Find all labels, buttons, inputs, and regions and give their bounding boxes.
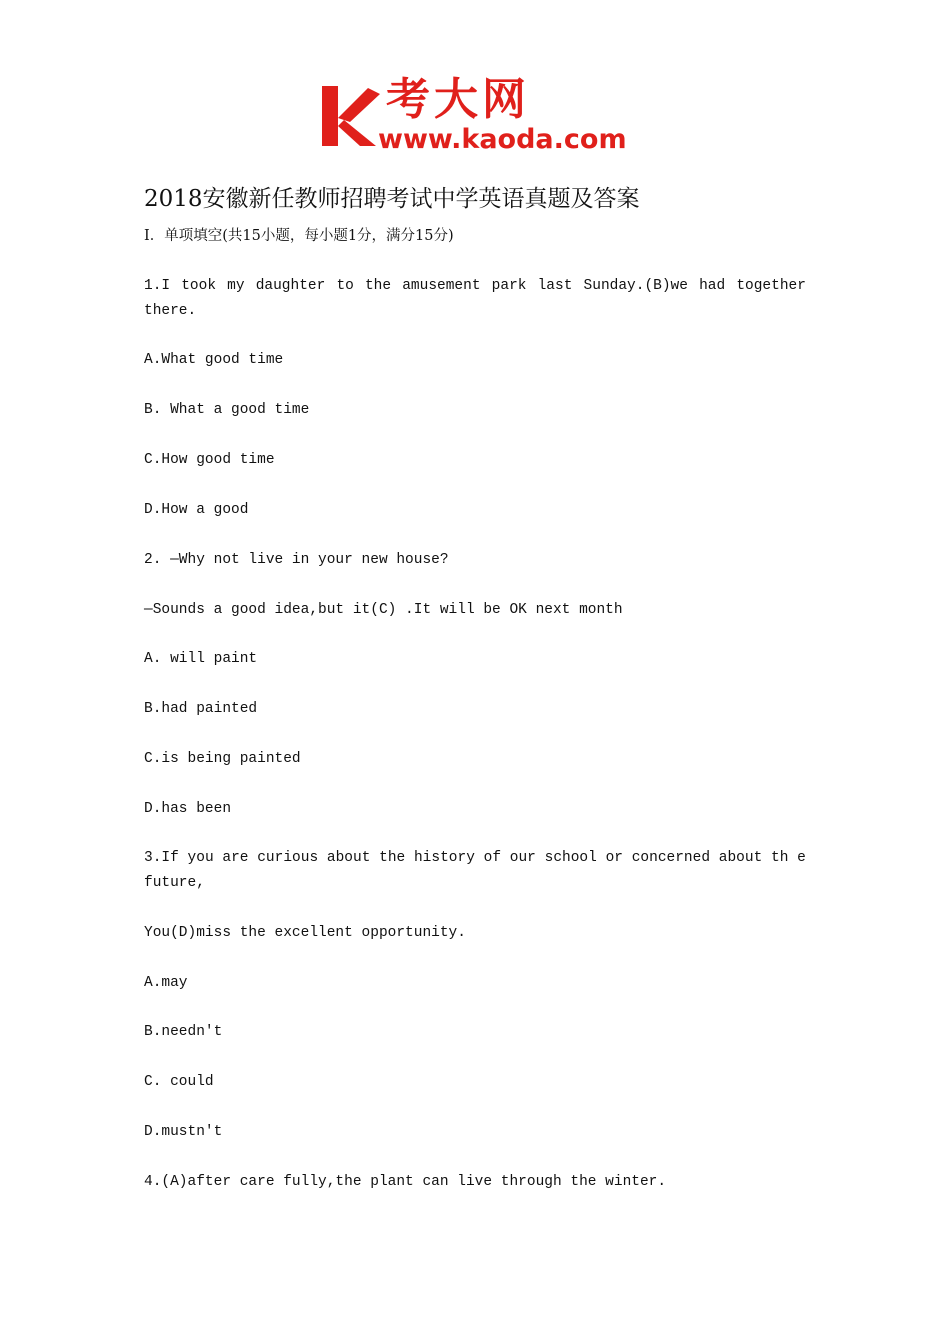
word: about <box>718 850 763 866</box>
question-3-stem <box>144 846 806 871</box>
logo-url-text: www.kaoda.com <box>378 124 627 155</box>
kaoda-logo <box>318 74 638 158</box>
question-1-stem <box>144 274 806 299</box>
question-3-option-b: B.needn't <box>144 1024 223 1040</box>
word: are <box>222 850 249 866</box>
word: together <box>736 278 806 294</box>
question-1-stem-continued: there. <box>144 303 197 319</box>
question-1-option-c: C.How good time <box>144 452 275 468</box>
word: the <box>379 850 406 866</box>
question-2-option-a: A. will paint <box>144 651 258 667</box>
word: Sunday.(B)we <box>583 278 688 294</box>
question-1-option-b: B. What a good time <box>144 402 310 418</box>
word: the <box>364 278 392 294</box>
question-2-option-d: D.has been <box>144 801 232 817</box>
word: of <box>483 850 502 866</box>
question-3-option-a: A.may <box>144 975 188 991</box>
question-3-option-d: D.mustn't <box>144 1124 223 1140</box>
word: our <box>509 850 536 866</box>
word: daughter <box>255 278 326 294</box>
question-3-stem-continued: future, <box>144 875 205 891</box>
word: park <box>491 278 527 294</box>
question-3-option-c: C. could <box>144 1074 214 1090</box>
word: took <box>181 278 217 294</box>
question-1-option-a: A.What good time <box>144 352 284 368</box>
word: about <box>326 850 371 866</box>
word: you <box>187 850 214 866</box>
word: history <box>413 850 475 866</box>
word: 3.If <box>144 850 179 866</box>
word: had <box>699 278 726 294</box>
word: e <box>797 850 806 866</box>
word: 1.I <box>144 278 171 294</box>
question-3-stem-line-2: You(D)miss the excellent opportunity. <box>144 925 466 941</box>
word: to <box>336 278 354 294</box>
question-2-stem: 2. —Why not live in your new house? <box>144 552 449 568</box>
section-heading: Ⅰ．单项填空(共15小题，每小题1分，满分15分) <box>144 228 454 244</box>
question-2-option-b: B.had painted <box>144 701 258 717</box>
question-1-option-d: D.How a good <box>144 502 249 518</box>
question-2-stem-reply: —Sounds a good idea,but it(C) .It will be OK next month <box>144 602 623 618</box>
word: amusement <box>402 278 481 294</box>
word: or <box>605 850 623 866</box>
word: concerned <box>631 850 711 866</box>
question-4-stem: 4.(A)after care fully,the plant can live through the winter. <box>144 1174 667 1190</box>
word: last <box>537 278 573 294</box>
word: curious <box>257 850 319 866</box>
word: th <box>771 850 789 866</box>
word: my <box>227 278 245 294</box>
logo-chinese-text: 考大网 <box>386 74 530 125</box>
question-2-option-c: C.is being painted <box>144 751 301 767</box>
k-logo-mark-icon <box>318 84 384 150</box>
document-title: 2018安徽新任教师招聘考试中学英语真题及答案 <box>144 186 640 212</box>
word: school <box>544 850 597 866</box>
